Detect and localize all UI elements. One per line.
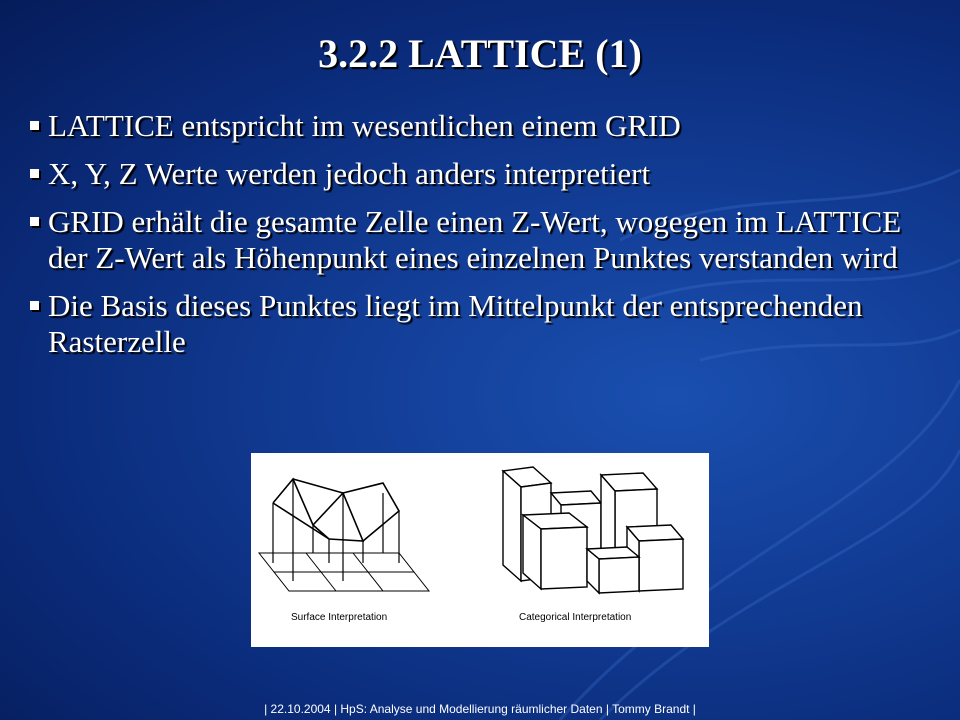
lattice-figure (251, 453, 709, 647)
bullet-item (28, 288, 918, 360)
surface-mesh (273, 479, 399, 541)
bullet-list (28, 108, 918, 372)
surface-caption: Surface Interpretation (291, 612, 388, 623)
bullet-text: Die Basis dieses Punktes liegt im Mittelpunkt der entsprechenden Rasterzelle (48, 288, 863, 359)
categorical-caption: Categorical Interpretation (519, 612, 632, 623)
bullet-text: X, Y, Z Werte werden jedoch anders interpretiert (48, 156, 651, 191)
square-bullet-icon (30, 121, 39, 130)
bullet-text: GRID erhält die gesamte Zelle einen Z-Wert, wogegen im LATTICE der Z-Wert als Höhenpunkt eines einzelnen Punktes verstanden wird (48, 204, 902, 275)
surface-grid (259, 553, 429, 591)
surface-posts (273, 479, 399, 581)
square-bullet-icon (30, 169, 39, 178)
bullet-item (28, 108, 918, 144)
interpretation-diagram (251, 453, 709, 647)
square-bullet-icon (30, 217, 39, 226)
category-boxes (503, 467, 683, 593)
square-bullet-icon (30, 301, 39, 310)
bullet-item (28, 204, 918, 276)
bullet-text: LATTICE entspricht im wesentlichen einem GRID (48, 108, 681, 143)
bullet-item (28, 156, 918, 192)
slide-title: 3.2.2 LATTICE (1) (318, 31, 642, 76)
slide-footer: | 22.10.2004 | HpS: Analyse und Modellierung räumlicher Daten | Tommy Brandt | (264, 702, 696, 716)
